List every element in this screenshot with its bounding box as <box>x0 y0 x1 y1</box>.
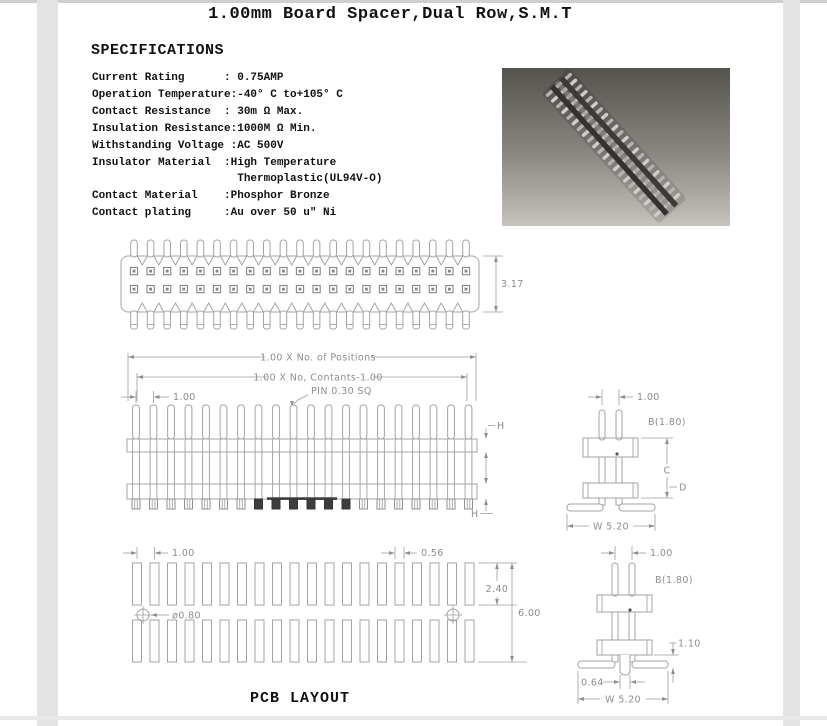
spec-line-insulator-material: Insulator Material :High Temperature <box>92 156 337 169</box>
dimension-label: 1.00 <box>173 392 196 403</box>
spec-line-operation-temperature: Operation Temperature:-40° C to+105° C <box>92 88 343 101</box>
dimension-label: 2.40 <box>485 584 509 595</box>
dimension-label: H <box>497 421 505 432</box>
spec-line-contact-resistance: Contact Resistance : 30m Ω Max. <box>92 105 304 118</box>
dimension-label: 1.00 X No, Contants-1.00 <box>253 372 383 384</box>
spec-line-contact-plating: Contact plating :Au over 50 u" Ni <box>92 207 337 220</box>
spec-line-current-rating: Current Rating : 0.75AMP <box>92 72 284 84</box>
dimension-label: 6.00 <box>518 608 541 619</box>
dimension-label: 0.56 <box>421 548 444 559</box>
dimension-label: H <box>471 509 479 520</box>
page-title: 1.00mm Board Spacer,Dual Row,S.M.T <box>208 5 572 24</box>
specifications-list <box>92 70 382 222</box>
dimension-label: W 5.20 <box>593 521 629 533</box>
dimension-label: 1.00 <box>650 548 673 559</box>
drawing-side-view-smt <box>555 385 735 545</box>
drawing-top-view <box>115 236 535 340</box>
dimension-label: D <box>679 482 687 494</box>
dimension-label: 1.00 <box>172 548 195 559</box>
dimension-label: 1.00 <box>637 392 660 403</box>
drawing-side-view-through <box>555 543 735 726</box>
dimension-label: 3.17 <box>501 279 524 290</box>
drawing-front-view <box>115 348 535 533</box>
dimension-label: PIN 0.30 SQ <box>311 386 372 397</box>
spec-line-thermoplastic: Thermoplastic(UL94V-O) <box>92 173 383 186</box>
dimension-label: C <box>663 465 671 477</box>
page-edge-right <box>783 0 800 726</box>
spec-line-withstanding-voltage: Withstanding Voltage :AC 500V <box>92 139 284 152</box>
dimension-label: 1.10 <box>678 638 701 650</box>
dimension-label: B(1.80) <box>648 417 686 428</box>
dimension-label: ø0.80 <box>172 610 201 622</box>
spec-line-contact-material: Contact Material :Phosphor Bronze <box>92 190 330 203</box>
dimension-label: B(1.80) <box>655 575 693 586</box>
spec-line-insulation-resistance: Insulation Resistance:1000M Ω Min. <box>92 122 317 135</box>
dimension-label: 1.00 X No. of Positions <box>260 352 376 364</box>
drawing-pcb-layout <box>115 543 560 678</box>
page-edge-top <box>0 0 827 3</box>
page-edge-left <box>37 0 58 726</box>
pcb-layout-label: PCB LAYOUT <box>249 690 350 707</box>
dimension-label: 0.64 <box>581 677 604 689</box>
specifications-heading: SPECIFICATIONS <box>91 42 225 59</box>
product-photo-image <box>502 68 730 226</box>
product-photo <box>502 68 730 226</box>
dimension-label: W 5.20 <box>605 694 641 706</box>
